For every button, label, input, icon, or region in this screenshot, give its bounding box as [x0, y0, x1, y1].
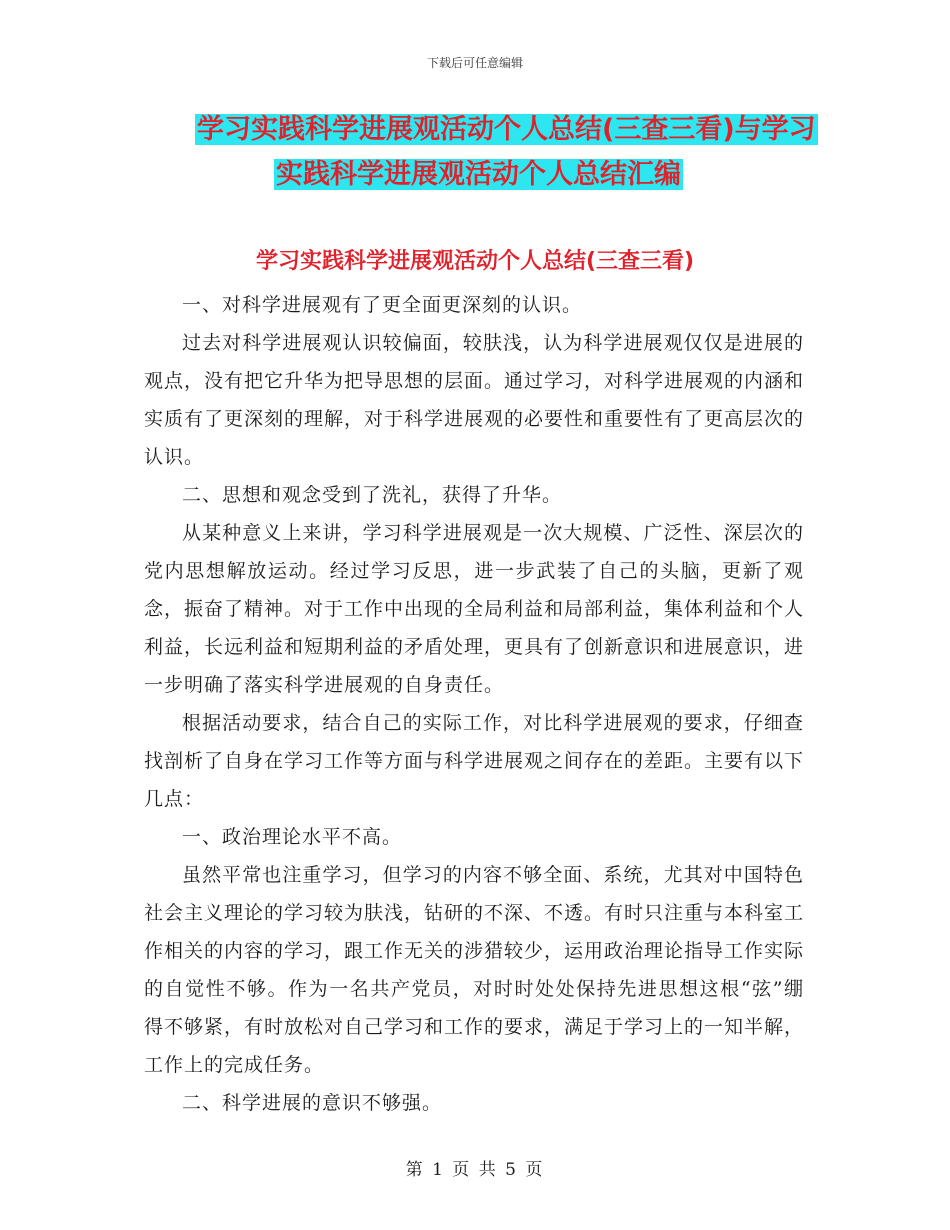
paragraph: 二、思想和观念受到了洗礼，获得了升华。: [182, 484, 563, 506]
section-title: 学习实践科学进展观活动个人总结(三查三看): [255, 249, 695, 274]
document-title-line-1: [195, 112, 818, 148]
document-title-line-2: [274, 157, 683, 193]
paragraph: 一、政治理论水平不高。: [182, 826, 403, 848]
title-line-2-text: 实践科学进展观活动个人总结汇编: [276, 159, 681, 190]
page-footer: 第 1 页 共 5 页: [405, 1160, 545, 1180]
header-note: 下载后可任意编辑: [426, 56, 523, 70]
paragraph: 从某种意义上来讲，学习科学进展观是一次大规模、广泛性、深层次的党内思想解放运动。经过学习反思，进一步武装了自己的头脑，更新了观念，振奋了精神。对于工作中出现的全局利益和局部利益，集体利益和个人利益，长远利益和短期利益的矛盾处理，更具有了创新意识和进展意识，进一步明确了落实科学进展观的自身责任。: [144, 522, 805, 696]
title-line-1-text: 学习实践科学进展观活动个人总结(三查三看)与学习: [197, 114, 816, 145]
document-body: [144, 286, 804, 1122]
paragraph: 虽然平常也注重学习，但学习的内容不够全面、系统，尤其对中国特色社会主义理论的学习较为肤浅，钻研的不深、不透。有时只注重与本科室工作相关的内容的学习，跟工作无关的涉猎较少，运用政治理论指导工作实际的自觉性不够。作为一名共产党员，对时时处处保持先进思想这根“弦”绷得不够紧，有时放松对自己学习和工作的要求，满足于学习上的一知半解，工作上的完成任务。: [144, 864, 805, 1076]
paragraph: 一、对科学进展观有了更全面更深刻的认识。: [182, 294, 583, 316]
paragraph: 过去对科学进展观认识较偏面，较肤浅，认为科学进展观仅仅是进展的观点，没有把它升华为把导思想的层面。通过学习，对科学进展观的内涵和实质有了更深刻的理解，对于科学进展观的必要性和重要性有了更高层次的认识。: [144, 332, 805, 468]
paragraph: 根据活动要求，结合自己的实际工作，对比科学进展观的要求，仔细查找剖析了自身在学习工作等方面与科学进展观之间存在的差距。主要有以下几点：: [144, 712, 805, 810]
paragraph: 二、科学进展的意识不够强。: [182, 1092, 443, 1114]
